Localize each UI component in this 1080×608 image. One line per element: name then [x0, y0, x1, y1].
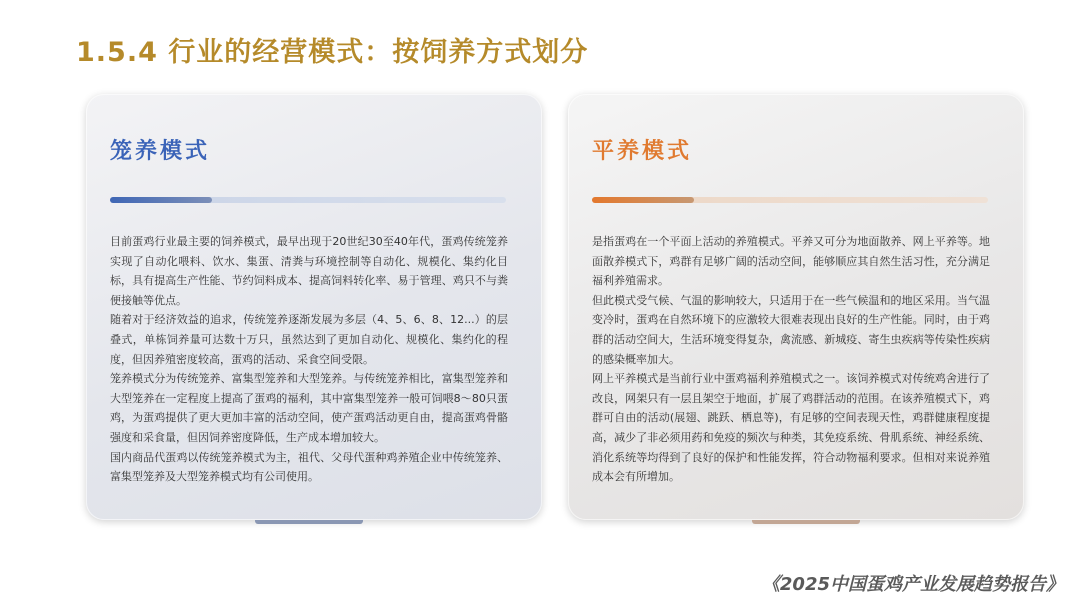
card-title: 平养模式: [592, 139, 693, 164]
paragraph: 但此模式受气候、气温的影响较大，只适用于在一些气候温和的地区采用。当气温变冷时，蛋鸡在自然环境下的应激较大很难表现出良好的生产性能。同时，由于鸡群的活动空间大，生活环境变得复杂，禽流感、新城疫、寄生虫疾病等传染性疾病的感染概率加大。: [592, 293, 990, 366]
paragraph: 国内商品代蛋鸡以传统笼养模式为主，祖代、父母代蛋种鸡养殖企业中传统笼养、富集型笼养及大型笼养模式均有公司使用。: [110, 450, 508, 484]
accent-bar: [110, 197, 506, 203]
paragraph: 随着对于经济效益的追求，传统笼养逐渐发展为多层（4、5、6、8、12...）的层叠式，单栋饲养量可达数十万只，虽然达到了更加自动化、规模化、集约化的程度，但因养殖密度较高，蛋鸡的活动、采食空间受限。: [110, 313, 508, 366]
accent-bar-fill: [592, 197, 694, 203]
card-floor-farming: [568, 94, 1024, 520]
accent-bar-fill: [110, 197, 212, 203]
card-body: [110, 232, 508, 487]
card-cage-farming: [86, 94, 542, 520]
card-body: [592, 232, 990, 487]
card-title: 笼养模式: [110, 139, 211, 164]
paragraph: 笼养模式分为传统笼养、富集型笼养和大型笼养。与传统笼养相比，富集型笼养和大型笼养在一定程度上提高了蛋鸡的福利，其中富集型笼养一般可饲喂8～80只蛋鸡，为蛋鸡提供了更大更加丰富的活动空间，使产蛋鸡活动更自由，提高蛋鸡骨骼强度和采食量，但因饲养密度降低，生产成本增加较大。: [110, 372, 508, 444]
paragraph: 网上平养模式是当前行业中蛋鸡福利养殖模式之一。该饲养模式对传统鸡舍进行了改良，网架只有一层且架空于地面，扩展了鸡群活动的范围。在该养殖模式下，鸡群可自由的活动(展翅、跳跃、栖息等)，有足够的空间表现天性，鸡群健康程度提高，减少了非必须用药和免疫的频次与种类，其免疫系统、骨肌系统、神经系统、消化系统等均得到了良好的保护和性能发挥，符合动物福利要求。但相对来说养殖成本会有所增加。: [592, 372, 990, 484]
card-tab-indicator: [255, 520, 363, 524]
accent-bar: [592, 197, 988, 203]
report-footer: 《2025中国蛋鸡产业发展趋势报告》: [761, 574, 1064, 595]
paragraph: 是指蛋鸡在一个平面上活动的养殖模式。平养又可分为地面散养、网上平养等。地面散养模式下，鸡群有足够广阔的活动空间，能够顺应其自然生活习性，充分满足福利养殖需求。: [592, 235, 990, 288]
card-tab-indicator: [752, 520, 860, 524]
page-title: 1.5.4 行业的经营模式：按饲养方式划分: [76, 37, 589, 68]
paragraph: 目前蛋鸡行业最主要的饲养模式，最早出现于20世纪30至40年代，蛋鸡传统笼养实现了自动化喂料、饮水、集蛋、清粪与环境控制等自动化、规模化、集约化目标，具有提高生产性能、节约饲料成本、提高饲料转化率、易于管理、鸡只不与粪便接触等优点。: [110, 235, 508, 307]
